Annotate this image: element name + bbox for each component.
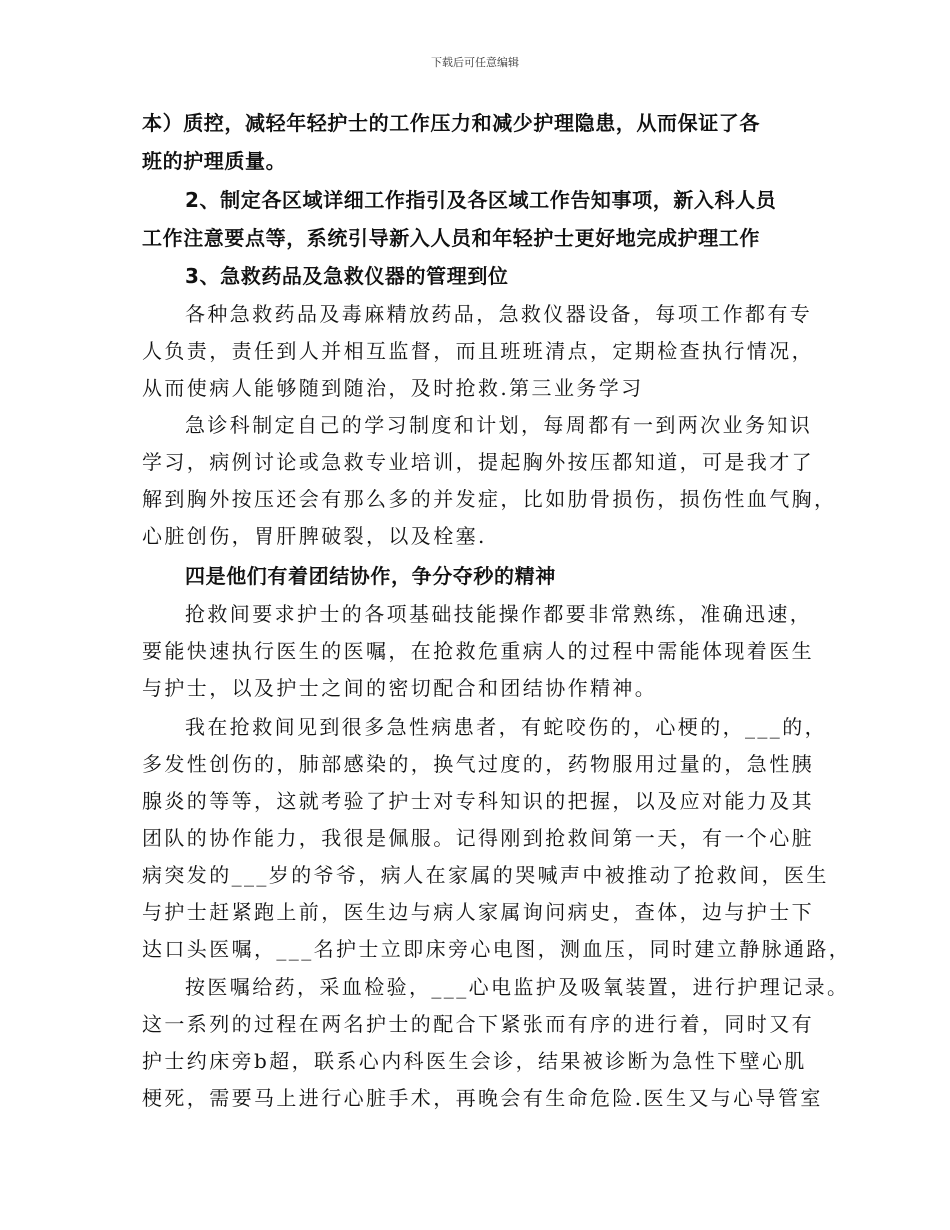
page-header: 下载后可任意编辑 [431,56,519,69]
paragraph-line: 从而使病人能够随到随治，及时抢救.第三业务学习 [142,376,644,400]
paragraph-line: 解到胸外按压还会有那么多的并发症，比如肋骨损伤，损伤性血气胸， [142,487,837,511]
paragraph-line: 按医嘱给药，采血检验，___心电监护及吸氧装置，进行护理记录。 [185,975,850,999]
paragraph-line: 与护士赶紧跑上前，医生边与病人家属询问病史，查体，边与护士下 [142,900,814,924]
paragraph-line: 学习，病例讨论或急救专业培训，提起胸外按压都知道，可是我才了 [142,450,814,474]
paragraph-line: 各种急救药品及毒麻精放药品，急救仪器设备，每项工作都有专 [185,302,813,326]
paragraph-line: 工作注意要点等，系统引导新入人员和年轻护士更好地完成护理工作 [142,226,760,250]
paragraph-line: 抢救间要求护士的各项基础技能操作都要非常熟练，准确迅速， [185,602,813,626]
paragraph-line: 与护士，以及护士之间的密切配合和团结协作精神。 [142,676,658,700]
paragraph-line: 团队的协作能力，我很是佩服。记得刚到抢救间第一天，有一个心脏 [142,826,814,850]
paragraph-line: 2、制定各区域详细工作指引及各区域工作告知事项，新入科人员 [185,188,777,212]
paragraph-line: 这一系列的过程在两名护士的配合下紧张而有序的进行着，同时又有 [142,1012,814,1036]
paragraph-line: 达口头医嘱，___名护士立即床旁心电图，测血压，同时建立静脉通路， [142,937,852,961]
section-heading: 四是他们有着团结协作，争分夺秒的精神 [185,564,556,588]
paragraph-line: 病突发的___岁的爷爷，病人在家属的哭喊声中被推动了抢救间，医生 [142,863,829,887]
paragraph-line: 人负责，责任到人并相互监督，而且班班清点，定期检查执行情况， [142,339,814,363]
paragraph-line: 护士约床旁b超，联系心内科医生会诊，结果被诊断为急性下壁心肌 [142,1049,807,1073]
paragraph-line: 班的护理质量。 [142,149,287,173]
paragraph-line: 本）质控，减轻年轻护士的工作压力和减少护理隐患，从而保证了各 [142,111,760,135]
paragraph-line: 多发性创伤的，肺部感染的，换气过度的，药物服用过量的，急性胰 [142,752,814,776]
paragraph-line: 要能快速执行医生的医嘱，在抢救危重病人的过程中需能体现着医生 [142,639,814,663]
paragraph-line: 梗死，需要马上进行心脏手术，再晚会有生命危险.医生又与心导管室 [142,1086,823,1110]
paragraph-line: 我在抢救间见到很多急性病患者，有蛇咬伤的，心梗的，___的， [185,715,827,739]
paragraph-line: 心脏创伤，胃肝脾破裂，以及栓塞. [142,524,487,548]
paragraph-line: 腺炎的等等，这就考验了护士对专科知识的把握，以及应对能力及其 [142,789,814,813]
paragraph-line: 急诊科制定自己的学习制度和计划，每周都有一到两次业务知识 [185,413,813,437]
section-heading: 3、急救药品及急救仪器的管理到位 [185,264,509,288]
